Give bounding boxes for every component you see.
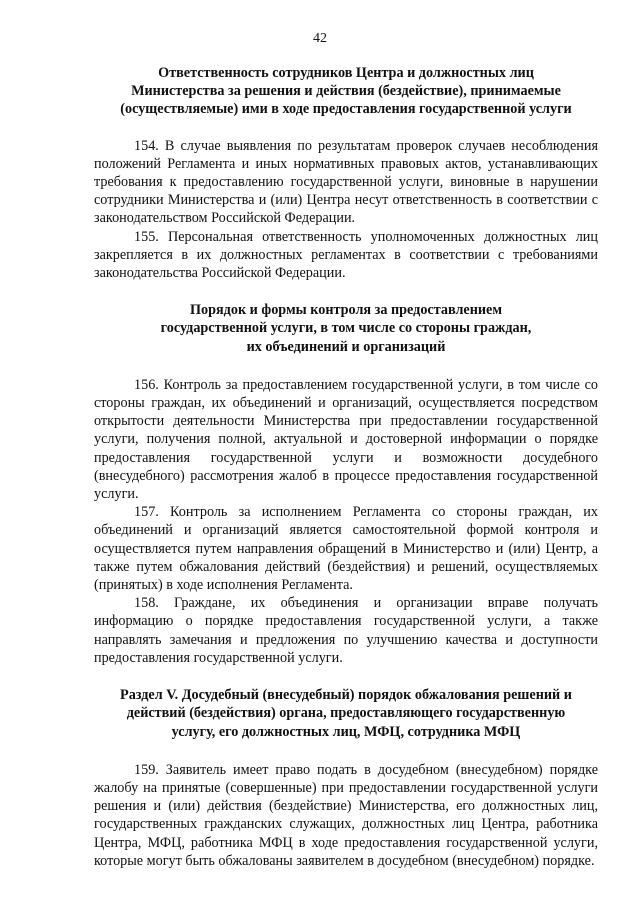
heading-line: Министерства за решения и действия (бездействие), принимаемые bbox=[131, 83, 561, 100]
section-heading-control bbox=[94, 301, 598, 356]
section-heading-appeal bbox=[94, 686, 598, 741]
heading-line: их объединений и организаций bbox=[246, 338, 446, 355]
paragraph-154: 154. В случае выявления по результатам проверок случаев несоблюдения положений Регламента и иных нормативных правовых актов, устанавливающих требования к предоставлению государственной услуги, виновные в нарушении сотрудники Министерства и (или) Центра несут ответственность в соответствии с законодательством Российской Федерации. bbox=[94, 137, 598, 227]
heading-line: действий (бездействия) органа, предоставляющего государственную bbox=[126, 705, 566, 722]
heading-line: государственной услуги, в том числе со стороны граждан, bbox=[160, 320, 532, 337]
paragraph-158: 158. Граждане, их объединения и организации вправе получать информацию о порядке предоставления государственной услуги, а также направлять замечания и предложения по улучшению качества и доступности предоставления государственной услуги. bbox=[94, 595, 598, 666]
heading-line: (осуществляемые) ими в ходе предоставления государственной услуги bbox=[120, 101, 572, 118]
paragraph-159: 159. Заявитель имеет право подать в досудебном (внесудебном) порядке жалобу на принятые (совершенные) при предоставлении государственной услуги решения и (или) действия (бездействие) Министерства, его должностных лиц, государственных гражданских служащих, должностных лиц Центра, работника Центра, МФЦ, работника МФЦ в ходе предоставления государственной услуги, которые могут быть обжалованы заявителем в досудебном (внесудебном) порядке. bbox=[94, 761, 598, 869]
page-number: 42 bbox=[313, 31, 327, 46]
paragraph-155: 155. Персональная ответственность уполномоченных должностных лиц закрепляется в их должностных регламентах в соответствии с требованиями законодательства Российской Федерации. bbox=[94, 228, 598, 282]
heading-line: Раздел V. Досудебный (внесудебный) порядок обжалования решений и bbox=[120, 687, 572, 704]
heading-line: услугу, его должностных лиц, МФЦ, сотрудника МФЦ bbox=[171, 723, 521, 740]
heading-line: Порядок и формы контроля за предоставлением bbox=[189, 302, 503, 319]
section-heading-responsibility bbox=[94, 64, 598, 119]
paragraph-157: 157. Контроль за исполнением Регламента со стороны граждан, их объединений и организаций является самостоятельной формой контроля и осуществляется путем направления обращений в Министерство и (или) Центр, а также путем обжалования действий (бездействия) и решений, осуществляемых (принятых) в ходе исполнения Регламента. bbox=[94, 504, 598, 594]
paragraph-156: 156. Контроль за предоставлением государственной услуги, в том числе со стороны граждан, их объединений и организаций, осуществляется посредством открытости деятельности Министерства при предоставлении государственной услуги, получения полной, актуальной и достоверной информации о порядке предоставления государственной услуги и возможности досудебного (внесудебного) рассмотрения жалоб в процессе предоставления государственной услуги. bbox=[94, 376, 598, 503]
heading-line: Ответственность сотрудников Центра и должностных лиц bbox=[158, 65, 534, 81]
document-body bbox=[94, 64, 598, 870]
